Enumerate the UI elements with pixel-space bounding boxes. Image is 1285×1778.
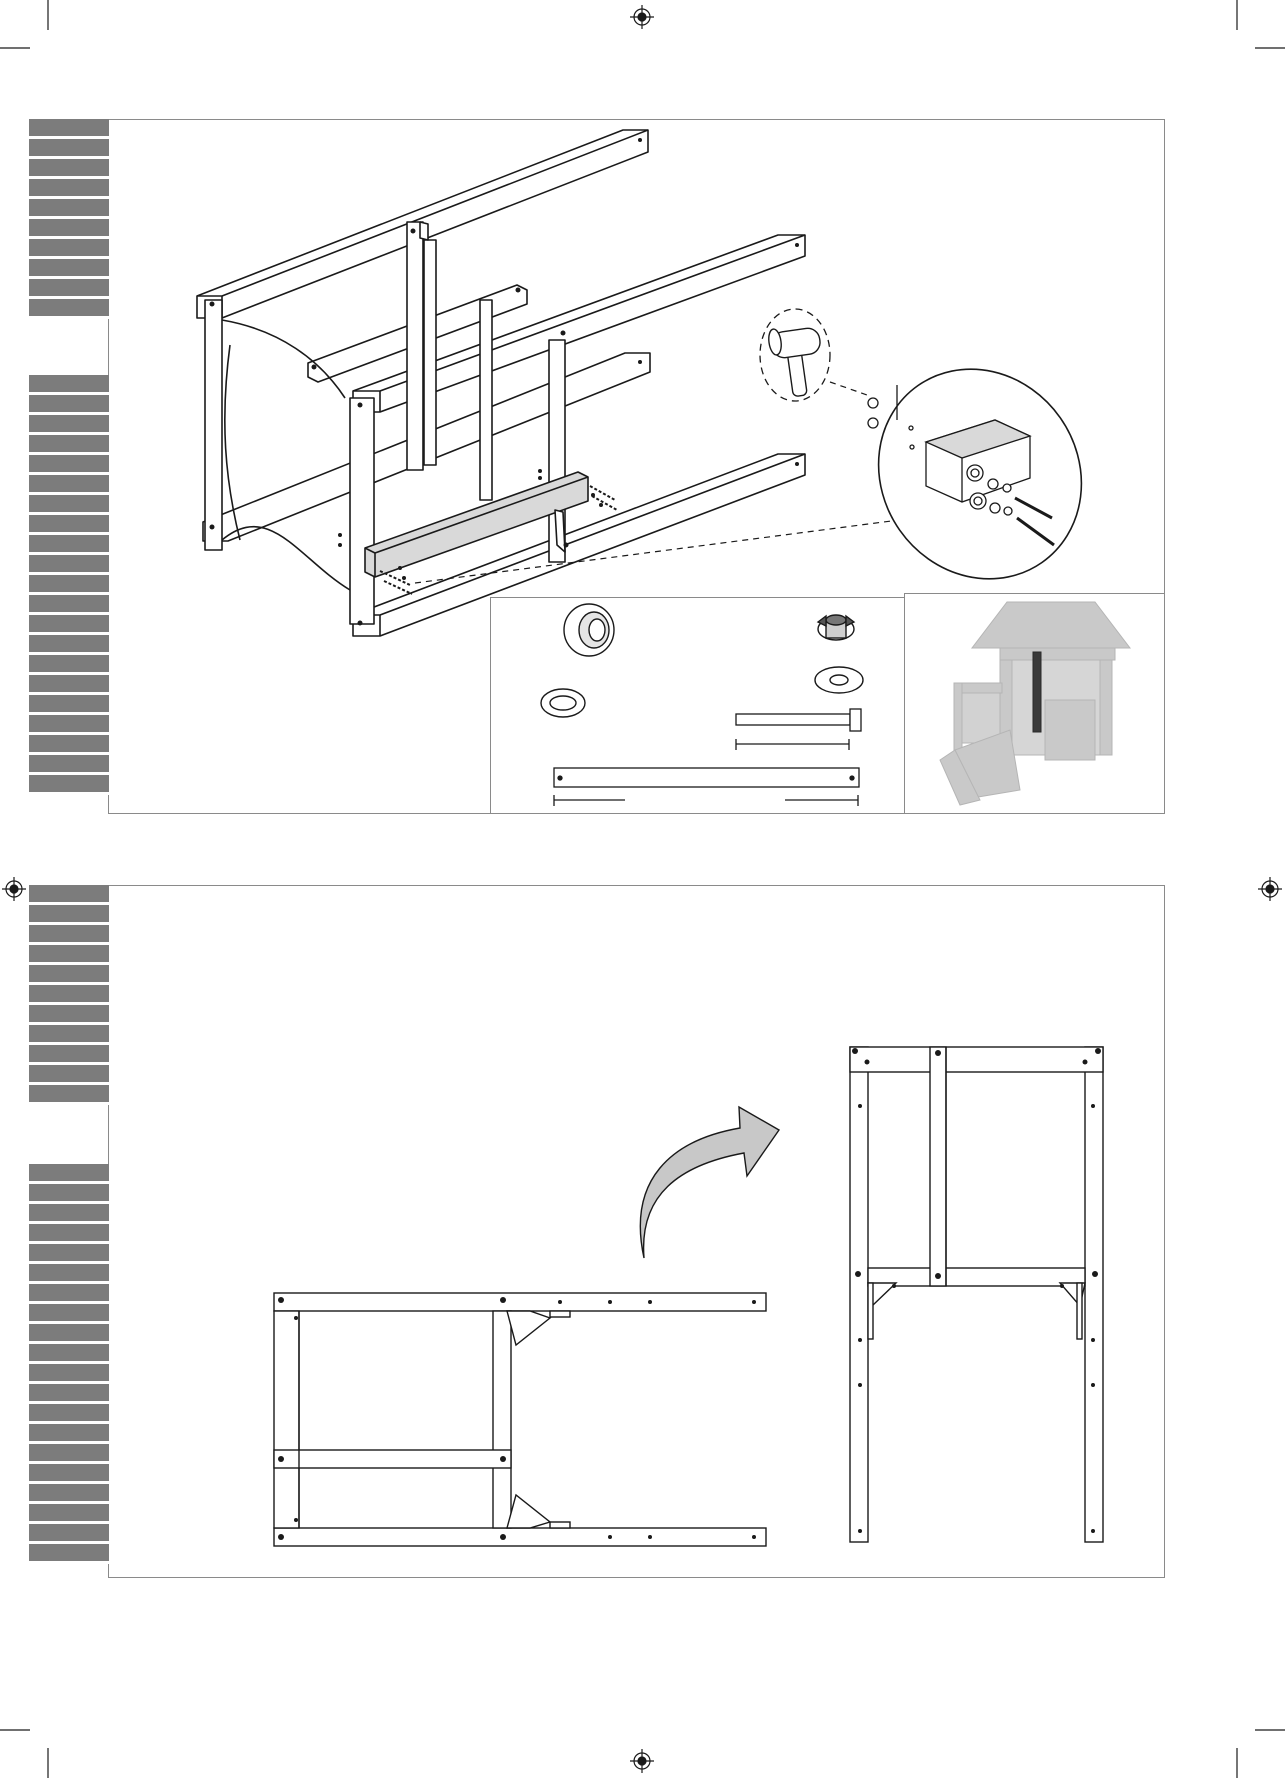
cap-nut-icon bbox=[564, 604, 614, 656]
beam-icon bbox=[554, 768, 859, 806]
step-tab-b-upper bbox=[29, 885, 109, 1105]
frame-post-mid-back bbox=[407, 222, 423, 470]
spring-washer-icon bbox=[541, 689, 585, 717]
frame-post-left-back bbox=[205, 300, 222, 550]
flat-washer-icon bbox=[815, 667, 863, 693]
mallet-icon bbox=[767, 327, 821, 397]
step-panel-b bbox=[108, 885, 1165, 1578]
frame-post-front-left bbox=[350, 398, 374, 624]
hex-bolt-icon bbox=[736, 709, 861, 750]
t-nut-icon bbox=[818, 615, 854, 640]
step-tab-b-lower bbox=[29, 1164, 109, 1564]
playhouse-location-icon bbox=[940, 602, 1130, 805]
